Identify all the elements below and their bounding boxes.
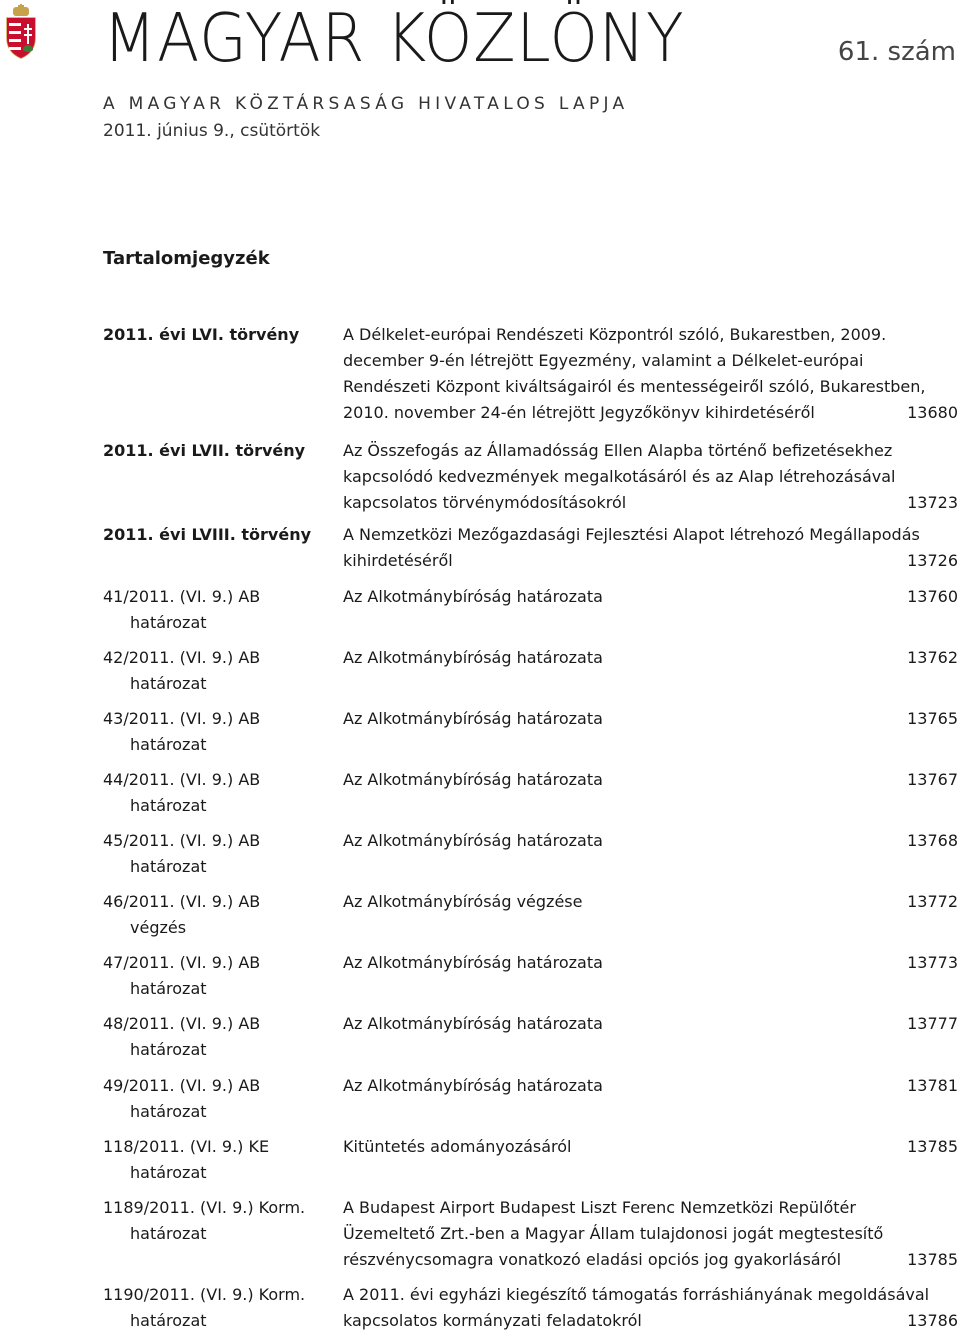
issue-number: 61. szám	[837, 37, 956, 67]
toc-entry-description	[343, 1073, 878, 1099]
toc-entry-label-number: 41/2011. (VI. 9.) AB	[103, 587, 261, 606]
toc-entry-label-type: határozat	[130, 979, 207, 998]
toc-entry-description-line: A Nemzetközi Mezőgazdasági Fejlesztési Alapot létrehozó Megállapodás	[343, 525, 920, 544]
toc-entry-description-line: Az Alkotmánybíróság határozata	[343, 709, 603, 728]
toc-entry-page-number: 13781	[907, 1076, 958, 1095]
toc-entry-description-line: kapcsolódó kedvezmények megalkotásáról és az Alap létrehozásával	[343, 467, 896, 486]
toc-entry-description-line: Az Alkotmánybíróság határozata	[343, 953, 603, 972]
toc-entry-label	[103, 584, 338, 636]
toc-entry-label-number: 2011. évi LVI. törvény	[103, 325, 300, 344]
toc-entry-description-line: kapcsolatos kormányzati feladatokról	[343, 1311, 642, 1330]
toc-entry-description	[343, 438, 896, 516]
toc-entry-label	[103, 322, 338, 348]
toc-entry-page-number: 13768	[907, 831, 958, 850]
toc-entry-page-number: 13723	[907, 493, 958, 512]
toc-entry-label	[103, 1011, 338, 1063]
toc-entry-description-line: Az Alkotmánybíróság határozata	[343, 831, 603, 850]
toc-entry-label-number: 45/2011. (VI. 9.) AB	[103, 831, 261, 850]
toc-entry-label-number: 118/2011. (VI. 9.) KE	[103, 1137, 270, 1156]
toc-entry-description	[343, 706, 878, 732]
toc-entry-page-number: 13767	[907, 770, 958, 789]
toc-entry-label	[103, 889, 338, 941]
toc-entry-description-line: A 2011. évi egyházi kiegészítő támogatás forráshiányának megoldásával	[343, 1285, 930, 1304]
toc-entry-label	[103, 828, 338, 880]
toc-entry-label-number: 2011. évi LVII. törvény	[103, 441, 306, 460]
toc-entry-label-type: végzés	[130, 918, 187, 937]
toc-entry-description	[343, 645, 878, 671]
toc-entry-description	[343, 1195, 884, 1273]
toc-entry-label-number: 46/2011. (VI. 9.) AB	[103, 892, 261, 911]
toc-entry-description	[343, 322, 926, 426]
toc-entry-description-line: Az Alkotmánybíróság határozata	[343, 770, 603, 789]
toc-entry-description	[343, 767, 878, 793]
toc-entry-description-line: A Délkelet-európai Rendészeti Központról szóló, Bukarestben, 2009.	[343, 325, 887, 344]
toc-entry-page-number: 13777	[907, 1014, 958, 1033]
toc-entry-label-type: határozat	[130, 796, 207, 815]
toc-entry-description-line: kihirdetéséről	[343, 551, 453, 570]
toc-entry-description	[343, 889, 878, 915]
toc-entry-description	[343, 950, 878, 976]
toc-entry-label-type: határozat	[130, 1311, 207, 1330]
toc-heading: Tartalomjegyzék	[103, 248, 270, 269]
toc-entry-description-line: Kitüntetés adományozásáról	[343, 1137, 572, 1156]
toc-entry-description-line: Üzemeltető Zrt.-ben a Magyar Állam tulajdonosi jogát megtestesítő	[343, 1224, 884, 1243]
toc-entry-label-number: 42/2011. (VI. 9.) AB	[103, 648, 261, 667]
toc-entry-description	[343, 1282, 930, 1334]
toc-entry-description-line: december 9-én létrejött Egyezmény, valamint a Délkelet-európai	[343, 351, 864, 370]
toc-entry-description-line: Az Alkotmánybíróság határozata	[343, 587, 603, 606]
toc-entry-description-line: Az Alkotmánybíróság végzése	[343, 892, 583, 911]
toc-entry-label-number: 48/2011. (VI. 9.) AB	[103, 1014, 261, 1033]
toc-entry-label-number: 2011. évi LVIII. törvény	[103, 525, 312, 544]
toc-entry-label	[103, 950, 338, 1002]
toc-entry-label-number: 1189/2011. (VI. 9.) Korm.	[103, 1198, 306, 1217]
toc-entry-description-line: Az Alkotmánybíróság határozata	[343, 648, 603, 667]
toc-entry-label-number: 47/2011. (VI. 9.) AB	[103, 953, 261, 972]
toc-entry-label	[103, 645, 338, 697]
toc-entry-description-line: A Budapest Airport Budapest Liszt Ferenc Nemzetközi Repülőtér	[343, 1198, 856, 1217]
toc-entry-label	[103, 1073, 338, 1125]
toc-entry-label-type: határozat	[130, 1224, 207, 1243]
toc-entry-description	[343, 1011, 878, 1037]
toc-entry-description-line: részvénycsomagra vonatkozó eladási opciós jog gyakorlásáról	[343, 1250, 842, 1269]
toc-entry-label	[103, 1134, 338, 1186]
toc-entry-page-number: 13785	[907, 1250, 958, 1269]
toc-entry-label-number: 44/2011. (VI. 9.) AB	[103, 770, 261, 789]
toc-entry-description-line: Az Összefogás az Államadósság Ellen Alapba történő befizetésekhez	[343, 441, 893, 460]
toc-entry-page-number: 13765	[907, 709, 958, 728]
toc-entry-label	[103, 1195, 338, 1247]
masthead-title: MAGYAR KÖZLÖNY	[103, 0, 685, 77]
toc-entry-description	[343, 522, 920, 574]
toc-entry-label-type: határozat	[130, 1102, 207, 1121]
toc-entry-page-number: 13762	[907, 648, 958, 667]
toc-entry-description-line: Az Alkotmánybíróság határozata	[343, 1076, 603, 1095]
toc-entry-label	[103, 706, 338, 758]
toc-entry-label-type: határozat	[130, 674, 207, 693]
toc-entry-label-type: határozat	[130, 613, 207, 632]
toc-entry-page-number: 13726	[907, 551, 958, 570]
toc-entry-label	[103, 522, 338, 548]
toc-entry-page-number: 13680	[907, 403, 958, 422]
toc-entry-description	[343, 584, 878, 610]
toc-entry-label-number: 1190/2011. (VI. 9.) Korm.	[103, 1285, 306, 1304]
toc-entry-page-number: 13773	[907, 953, 958, 972]
toc-entry-label	[103, 767, 338, 819]
toc-entry-description-line: kapcsolatos törvénymódosításokról	[343, 493, 627, 512]
toc-entry-label-type: határozat	[130, 735, 207, 754]
toc-entry-description	[343, 1134, 878, 1160]
toc-entry-label	[103, 1282, 338, 1334]
toc-entry-page-number: 13772	[907, 892, 958, 911]
coat-of-arms-icon	[4, 4, 38, 60]
toc-entry-label-type: határozat	[130, 1040, 207, 1059]
toc-entry-description	[343, 828, 878, 854]
issue-date: 2011. június 9., csütörtök	[103, 121, 321, 141]
toc-entry-page-number: 13785	[907, 1137, 958, 1156]
toc-entry-page-number: 13760	[907, 587, 958, 606]
masthead-subtitle: A MAGYAR KÖZTÁRSASÁG HIVATALOS LAPJA	[103, 94, 629, 114]
toc-entry-description-line: Az Alkotmánybíróság határozata	[343, 1014, 603, 1033]
toc-entry-label-type: határozat	[130, 1163, 207, 1182]
toc-entry-description-line: 2010. november 24-én létrejött Jegyzőkönyv kihirdetéséről	[343, 403, 815, 422]
toc-entry-page-number: 13786	[907, 1311, 958, 1330]
toc-entry-label-number: 43/2011. (VI. 9.) AB	[103, 709, 261, 728]
toc-entry-label-type: határozat	[130, 857, 207, 876]
toc-entry-label	[103, 438, 338, 464]
toc-entry-description-line: Rendészeti Központ kiváltságairól és mentességeiről szóló, Bukarestben,	[343, 377, 926, 396]
toc-entry-label-number: 49/2011. (VI. 9.) AB	[103, 1076, 261, 1095]
